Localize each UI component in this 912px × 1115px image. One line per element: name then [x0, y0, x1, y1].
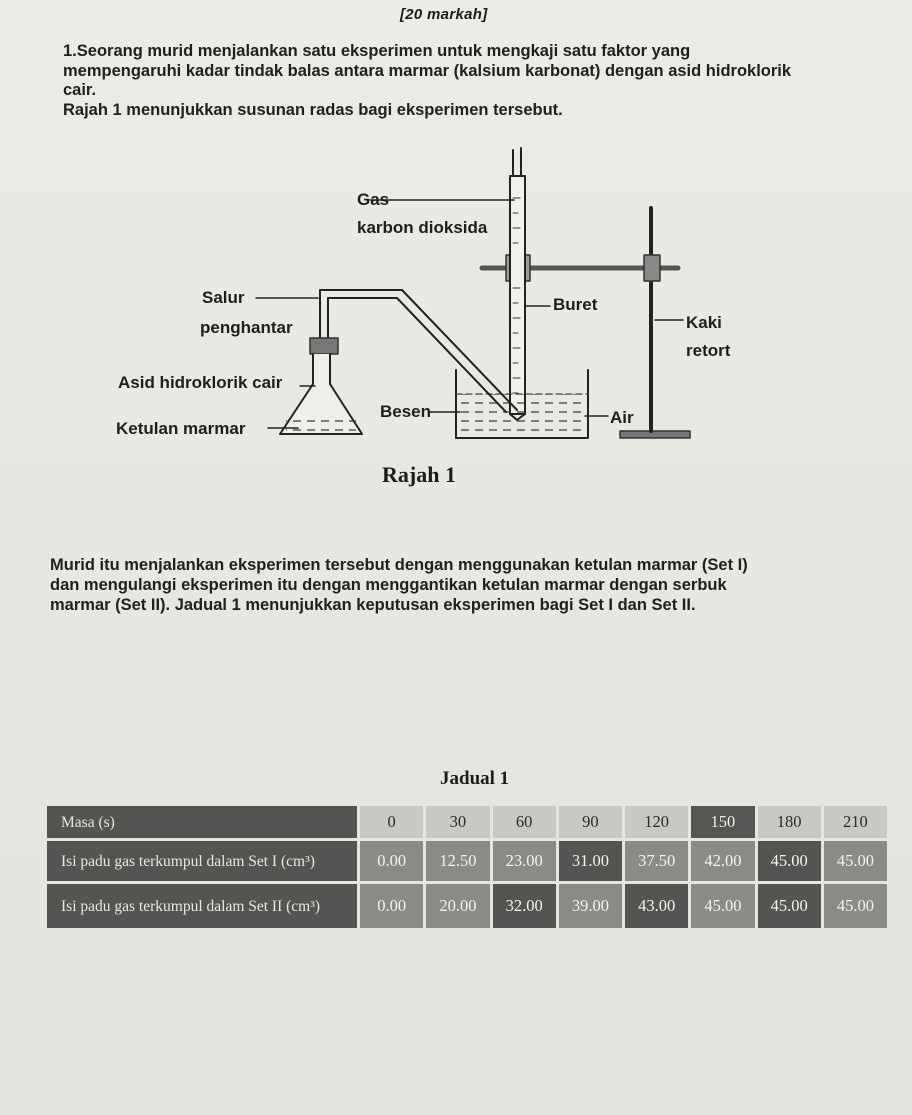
- time-cell: 30: [426, 806, 489, 838]
- time-cell: 90: [559, 806, 622, 838]
- water-label: Air: [610, 408, 634, 427]
- question-line: cair.: [63, 81, 97, 99]
- set1-value: 42.00: [691, 841, 754, 881]
- set2-value: 45.00: [758, 884, 821, 928]
- results-table: [44, 803, 890, 931]
- set1-value: 37.50: [625, 841, 688, 881]
- experiment-paragraph: [50, 555, 850, 615]
- question-line: mempengaruhi kadar tindak balas antara marmar (kalsium karbonat) dengan asid hidroklorik: [63, 61, 792, 80]
- table-row: [47, 841, 887, 881]
- set1-value: 12.50: [426, 841, 489, 881]
- delivery-tube-label: Salur: [202, 288, 245, 307]
- set2-value: 45.00: [691, 884, 754, 928]
- apparatus-diagram: [110, 138, 750, 498]
- figure-caption: Rajah 1: [382, 462, 456, 487]
- time-cell: 180: [758, 806, 821, 838]
- delivery-tube-label: penghantar: [200, 318, 293, 337]
- gas-label: karbon dioksida: [357, 218, 488, 237]
- paragraph-line: Murid itu menjalankan eksperimen tersebut dengan menggunakan ketulan marmar (Set I): [50, 556, 748, 574]
- retort-stand-label: retort: [686, 341, 731, 360]
- set1-label: Isi padu gas terkumpul dalam Set I (cm³): [47, 841, 357, 881]
- basin-label: Besen: [380, 402, 432, 421]
- set2-value: 39.00: [559, 884, 622, 928]
- gas-label: Gas: [357, 190, 390, 209]
- table-caption: Jadual 1: [440, 768, 510, 789]
- time-cell: 150: [691, 806, 754, 838]
- set2-value: 20.00: [426, 884, 489, 928]
- set2-value: 0.00: [360, 884, 423, 928]
- set2-value: 45.00: [824, 884, 887, 928]
- set1-value: 0.00: [360, 841, 423, 881]
- set1-value: 31.00: [559, 841, 622, 881]
- set1-value: 45.00: [824, 841, 887, 881]
- set1-value: 45.00: [758, 841, 821, 881]
- marble-label: Ketulan marmar: [116, 419, 246, 438]
- set2-label: Isi padu gas terkumpul dalam Set II (cm³): [47, 884, 357, 928]
- time-cell: 210: [824, 806, 887, 838]
- paragraph-line: marmar (Set II). Jadual 1 menunjukkan keputusan eksperimen bagi Set I dan Set II.: [50, 596, 696, 614]
- set2-value: 43.00: [625, 884, 688, 928]
- acid-label: Asid hidroklorik cair: [118, 373, 283, 392]
- table-header-row: [47, 806, 887, 838]
- set2-value: 32.00: [493, 884, 556, 928]
- stopper: [310, 338, 338, 354]
- question-text: [63, 42, 843, 120]
- retort-stand-label: Kaki: [686, 313, 722, 332]
- time-cell: 0: [360, 806, 423, 838]
- time-header: Masa (s): [47, 806, 357, 838]
- question-line: 1.Seorang murid menjalankan satu eksperimen untuk mengkaji satu faktor yang: [63, 42, 691, 60]
- burette-label: Buret: [553, 295, 598, 314]
- retort-base: [620, 431, 690, 438]
- time-cell: 120: [625, 806, 688, 838]
- paragraph-line: dan mengulangi eksperimen itu dengan menggantikan ketulan marmar dengan serbuk: [50, 576, 727, 594]
- table-row: [47, 884, 887, 928]
- set1-value: 23.00: [493, 841, 556, 881]
- marks-label: [20 markah]: [400, 6, 488, 23]
- time-cell: 60: [493, 806, 556, 838]
- question-line: Rajah 1 menunjukkan susunan radas bagi eksperimen tersebut.: [63, 100, 563, 119]
